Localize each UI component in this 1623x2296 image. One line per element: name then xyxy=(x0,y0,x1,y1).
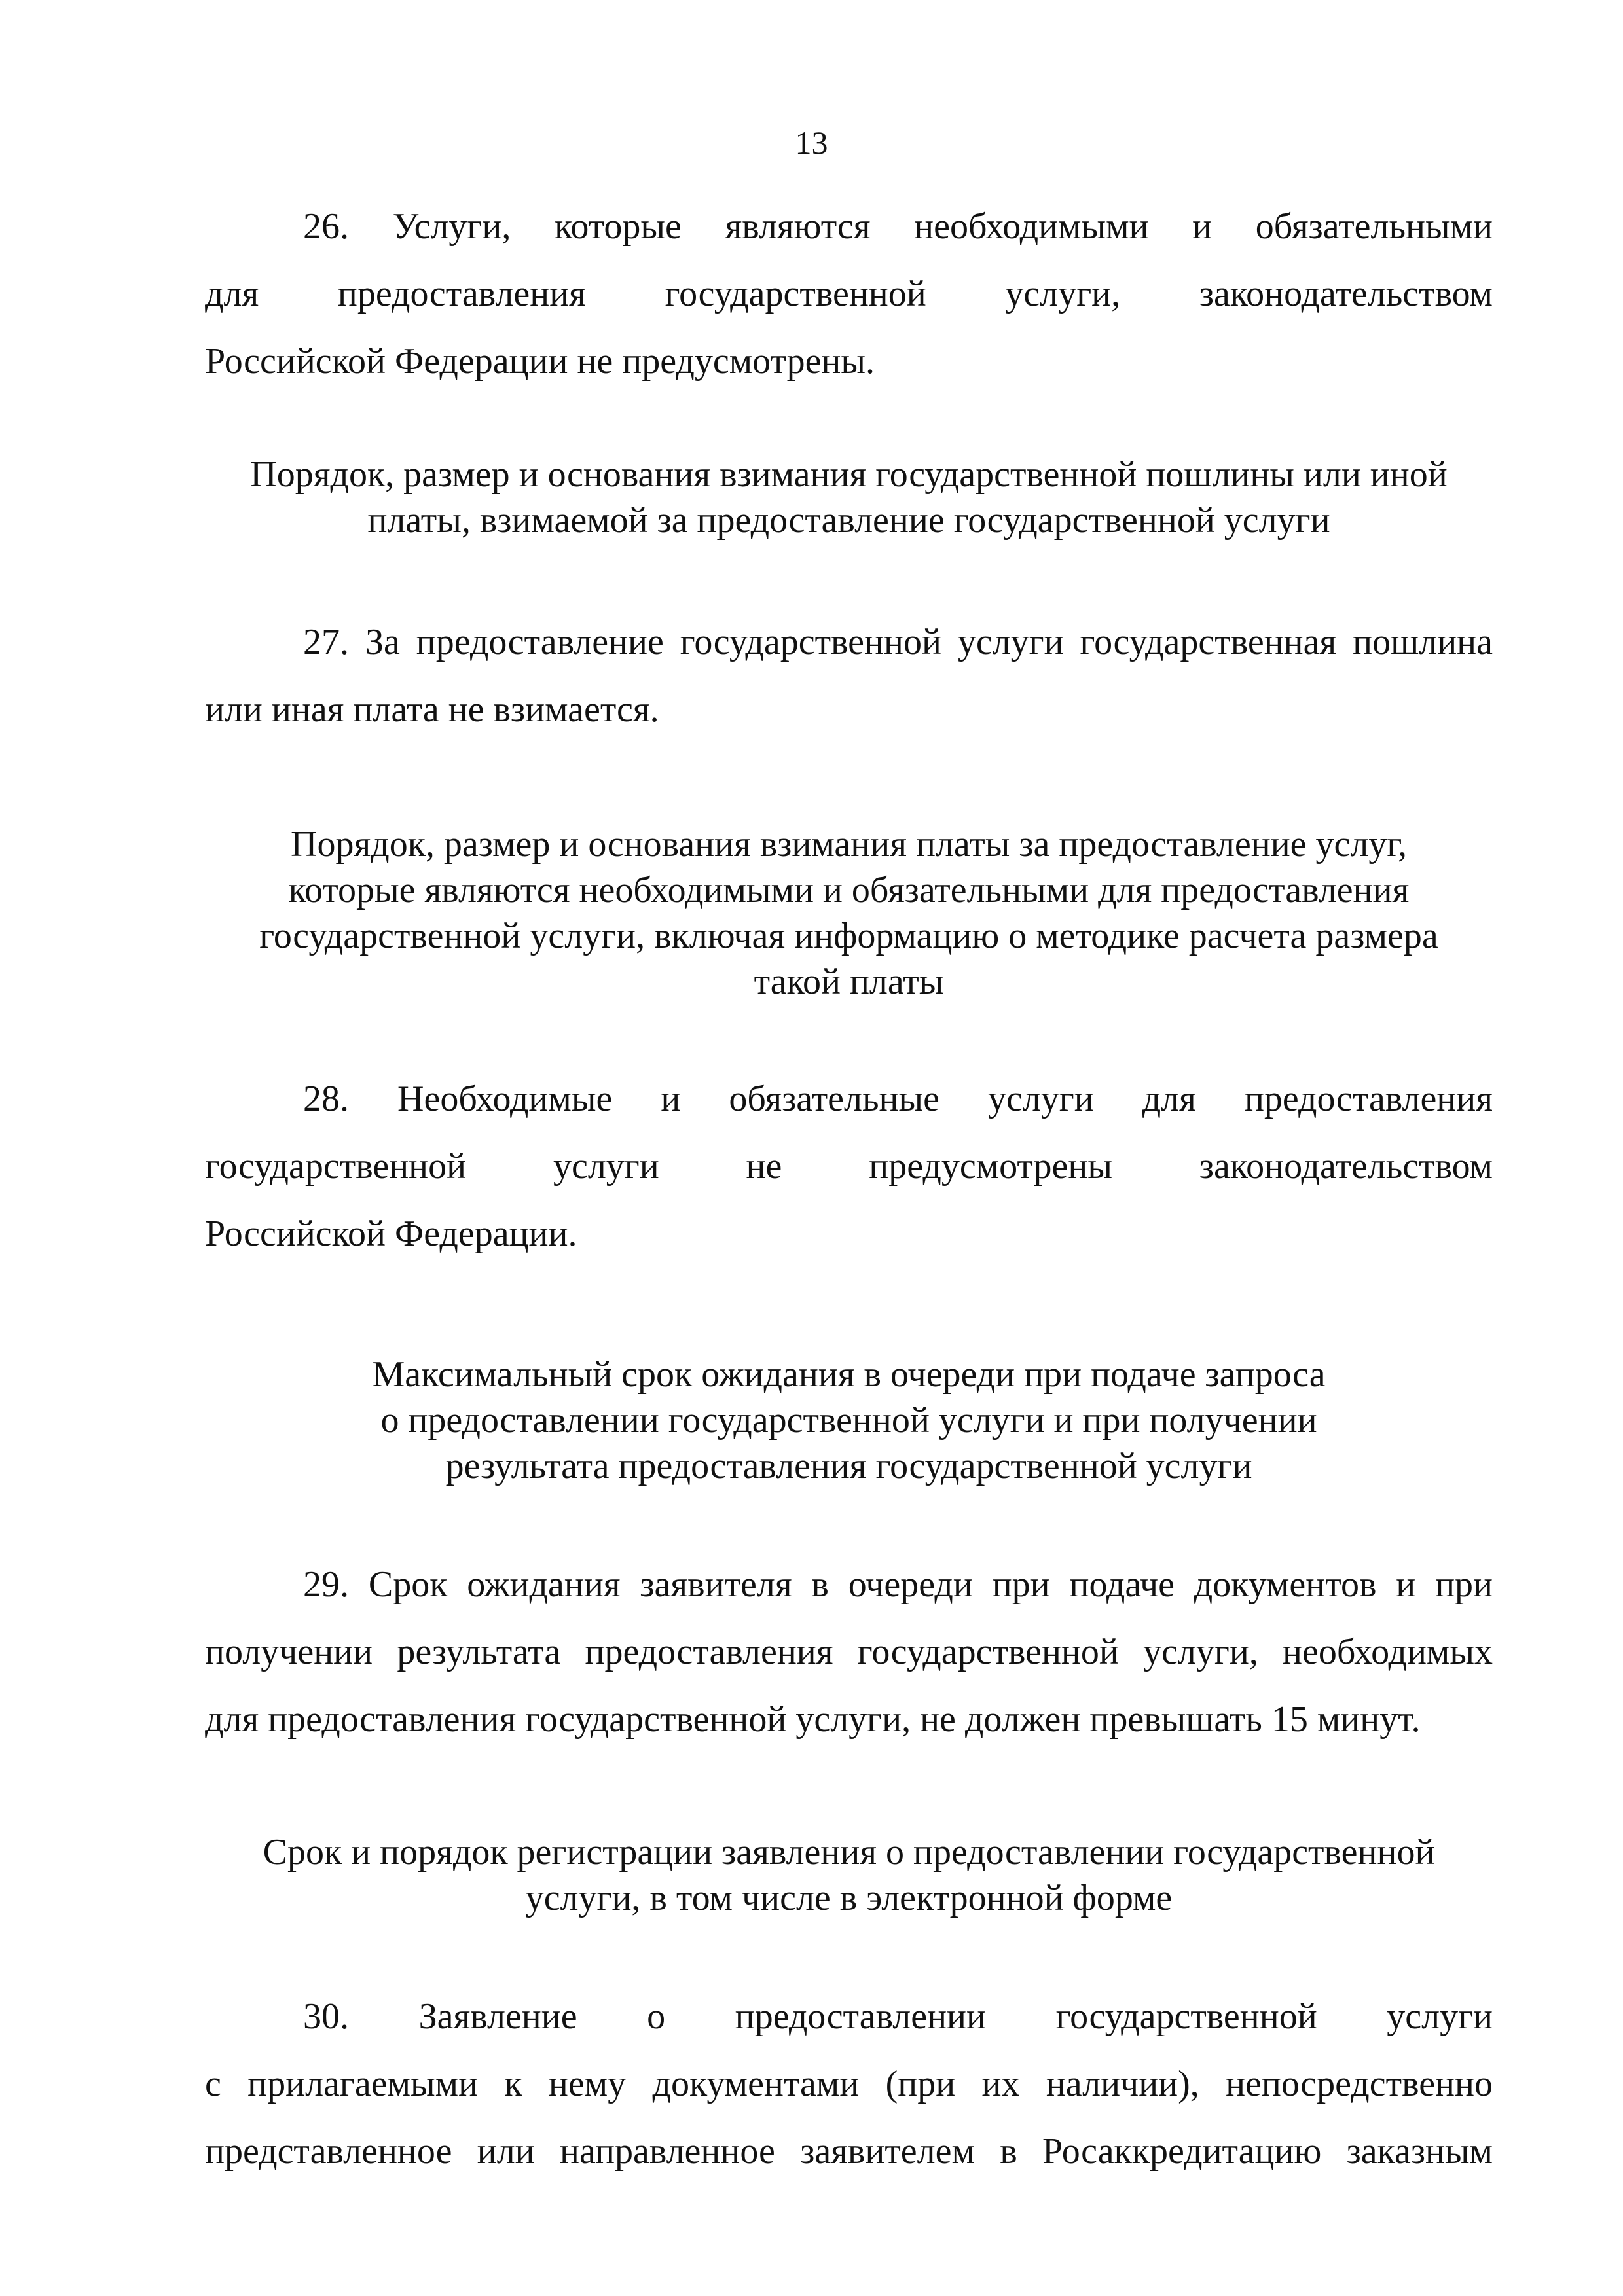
section-heading-queue-time xyxy=(205,1352,1493,1489)
paragraph-line: 30. Заявление о предоставлении государственной услуги xyxy=(303,1996,1493,2037)
paragraph-line: 26. Услуги, которые являются необходимыми и обязательными xyxy=(303,206,1493,247)
paragraph-line: 28. Необходимые и обязательные услуги для предоставления xyxy=(303,1079,1493,1119)
paragraph-30 xyxy=(205,1983,1493,2185)
paragraph-line: для предоставления государственной услуги, законодательством xyxy=(205,274,1493,314)
section-heading-fee xyxy=(205,452,1493,543)
paragraph-line: государственной услуги не предусмотрены законодательством xyxy=(205,1146,1493,1187)
heading-line: Максимальный срок ожидания в очереди при подаче запроса xyxy=(372,1354,1326,1395)
paragraph-27 xyxy=(205,609,1493,744)
heading-line: платы, взимаемой за предоставление государственной услуги xyxy=(367,500,1330,541)
paragraph-line: или иная плата не взимается. xyxy=(205,689,659,730)
paragraph-line: представленное или направленное заявителем в Росаккредитацию заказным xyxy=(205,2131,1493,2172)
paragraph-line: Российской Федерации. xyxy=(205,1213,577,1254)
heading-line: государственной услуги, включая информацию о методике расчета размера xyxy=(259,916,1438,956)
heading-line: Порядок, размер и основания взимания государственной пошлины или иной xyxy=(250,454,1448,495)
paragraph-line: 29. Срок ожидания заявителя в очереди при подаче документов и при xyxy=(303,1564,1493,1605)
paragraph-line: получении результата предоставления государственной услуги, необходимых xyxy=(205,1632,1493,1672)
paragraph-line: с прилагаемыми к нему документами (при их наличии), непосредственно xyxy=(205,2064,1493,2104)
heading-line: такой платы xyxy=(754,961,944,1002)
paragraph-line: 27. За предоставление государственной услуги государственная пошлина xyxy=(303,622,1493,662)
heading-line: Порядок, размер и основания взимания платы за предоставление услуг, xyxy=(291,824,1407,865)
section-heading-registration xyxy=(205,1829,1493,1921)
page-number: 13 xyxy=(795,124,828,161)
paragraph-28 xyxy=(205,1066,1493,1268)
heading-line: услуги, в том числе в электронной форме xyxy=(525,1878,1173,1918)
heading-line: которые являются необходимыми и обязательными для предоставления xyxy=(288,870,1410,910)
paragraph-29 xyxy=(205,1551,1493,1753)
heading-line: Срок и порядок регистрации заявления о предоставлении государственной xyxy=(263,1832,1435,1873)
paragraph-line: для предоставления государственной услуги, не должен превышать 15 минут. xyxy=(205,1699,1421,1740)
section-heading-service-fee xyxy=(205,821,1493,1005)
paragraph-26 xyxy=(205,193,1493,395)
paragraph-line: Российской Федерации не предусмотрены. xyxy=(205,341,875,382)
heading-line: результата предоставления государственной услуги xyxy=(445,1446,1252,1486)
heading-line: о предоставлении государственной услуги и при получении xyxy=(380,1400,1317,1441)
